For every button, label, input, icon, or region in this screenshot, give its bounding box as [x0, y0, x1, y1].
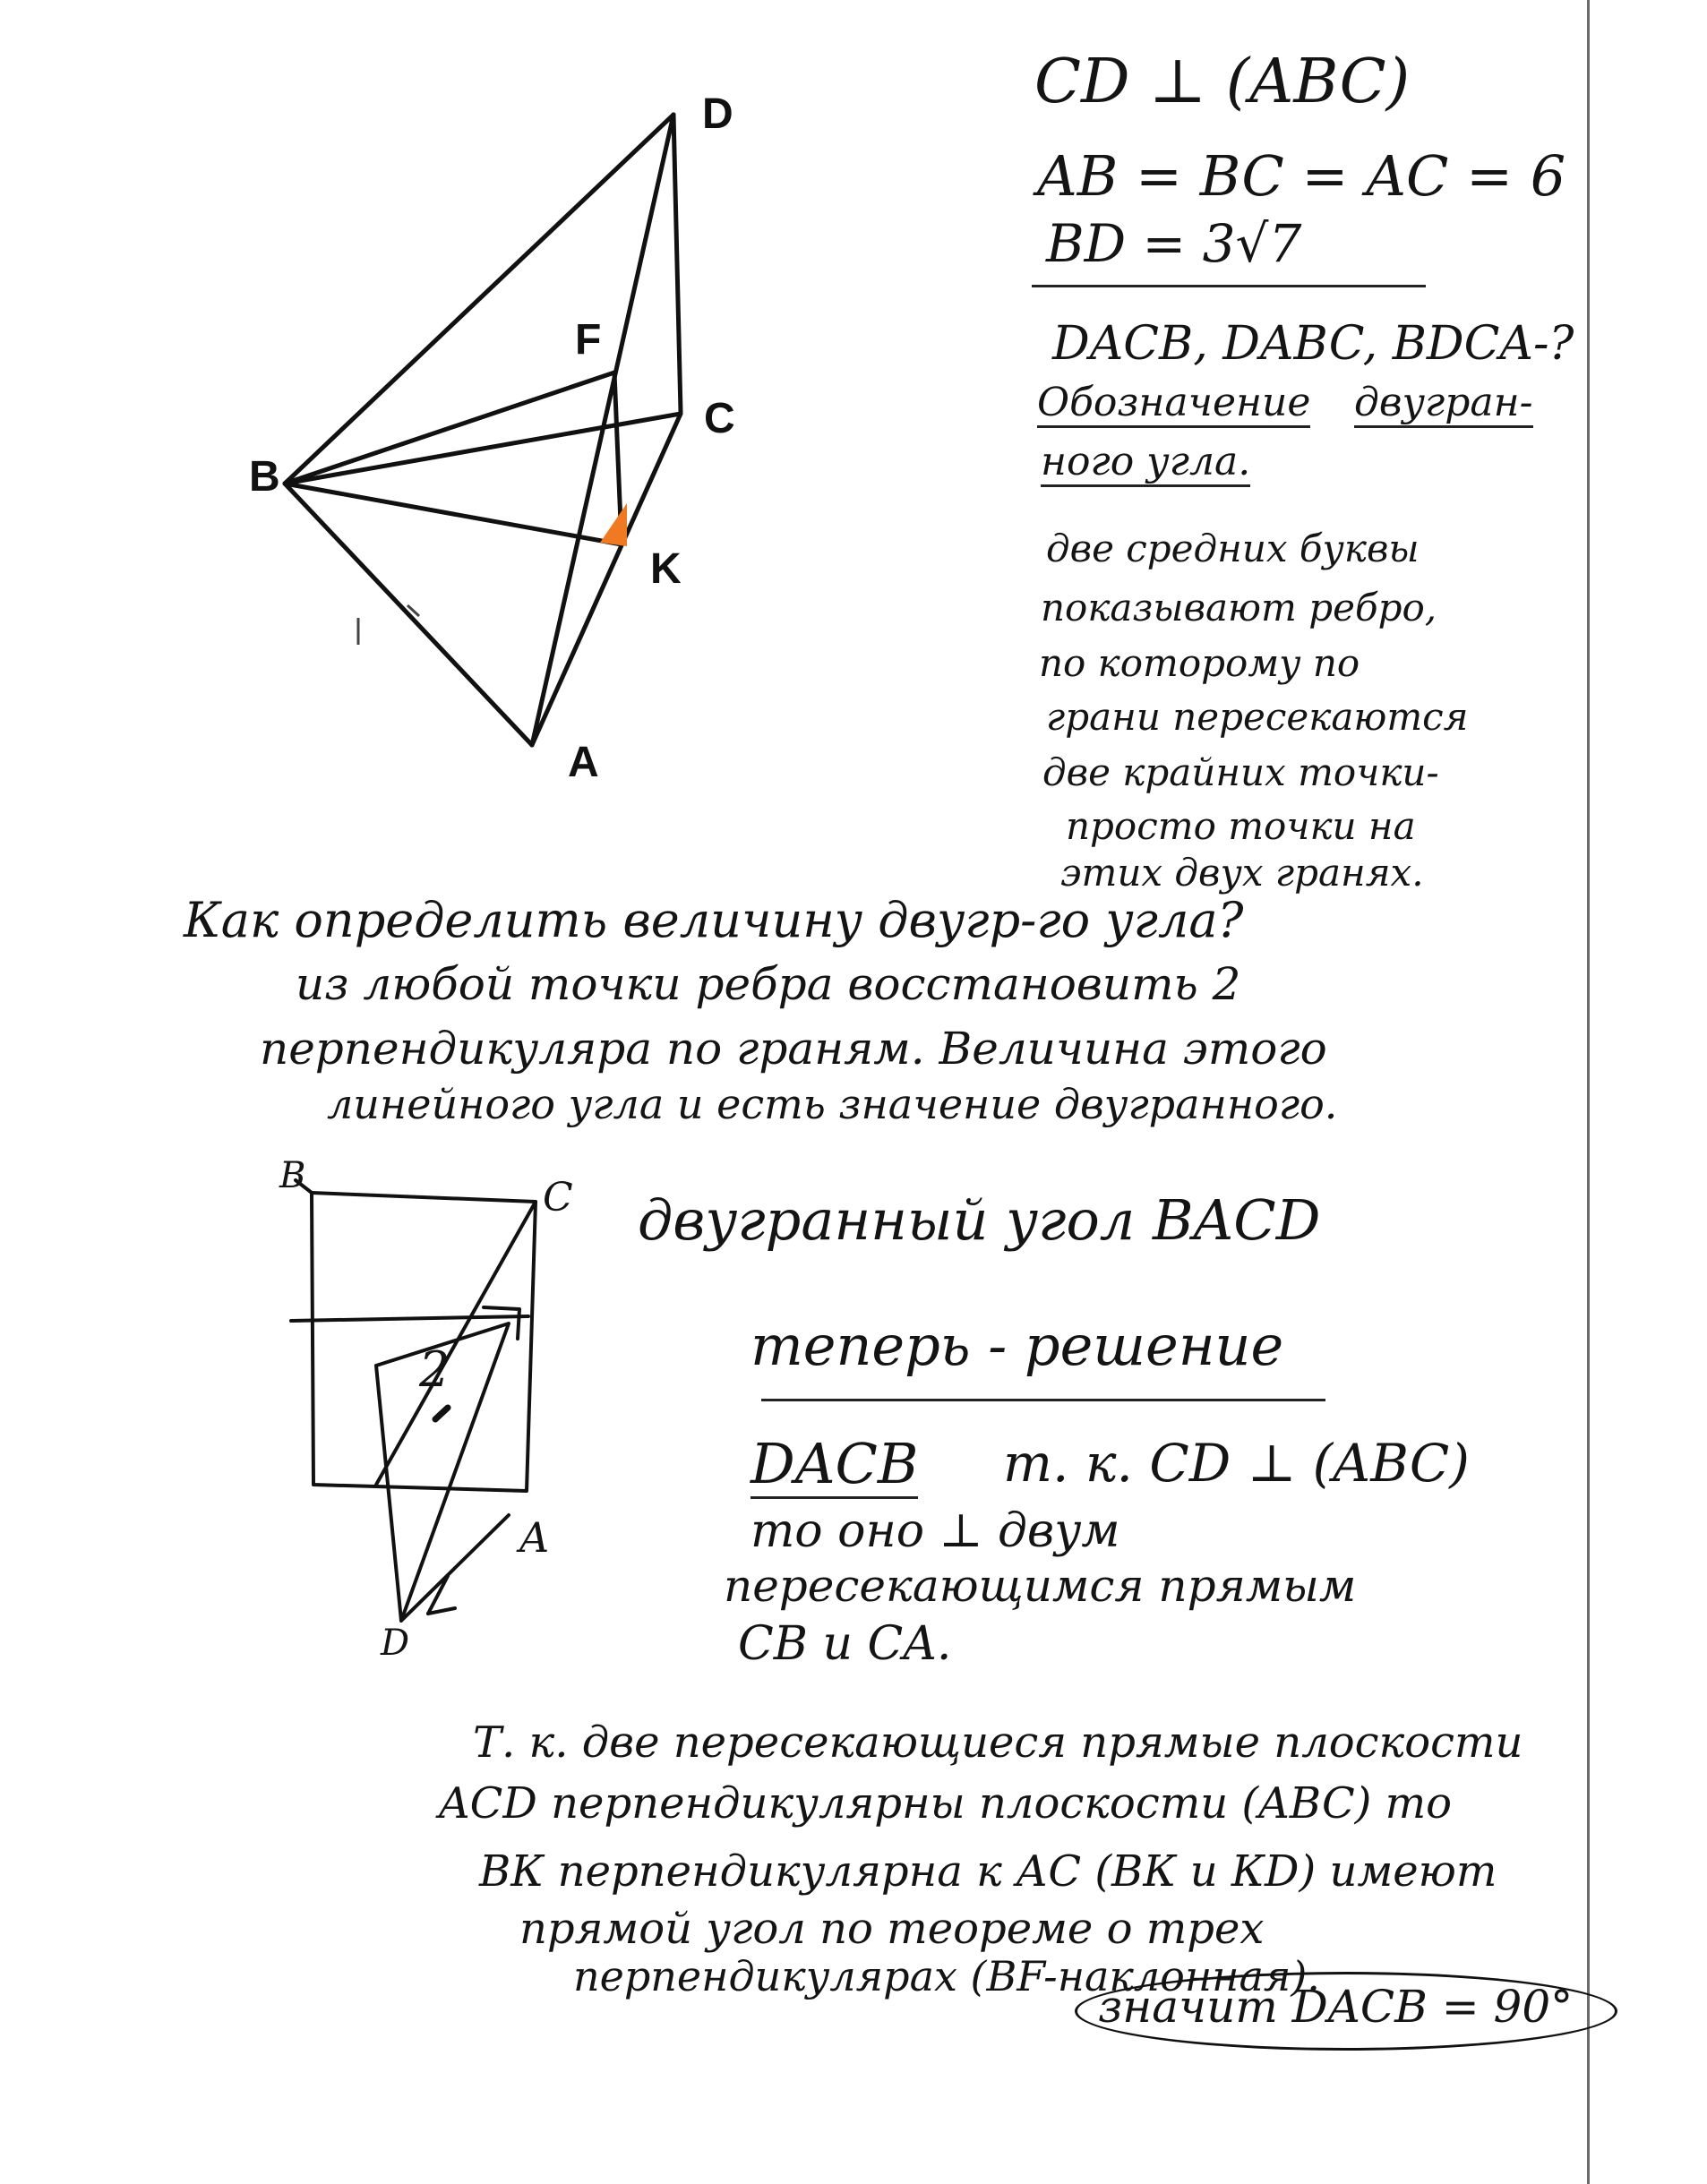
label-C: C	[704, 395, 735, 442]
edge-AD	[532, 115, 673, 745]
solution-divider	[761, 1399, 1325, 1401]
notation-line-5: две крайних точки-	[1042, 750, 1439, 794]
label-A: A	[568, 739, 599, 786]
label-B: B	[249, 453, 280, 501]
given-line-3: BD = 3√7	[1046, 213, 1302, 274]
howto-line-1: Как определить величину двугр-го угла?	[184, 892, 1244, 948]
howto-line-4: линейного угла и есть значение двугранного.	[327, 1080, 1338, 1128]
notation-line-3: по которому по	[1039, 641, 1360, 685]
label-D: D	[702, 90, 733, 138]
notation-line-6: просто точки на	[1066, 804, 1416, 848]
sketch-label-A: A	[519, 1513, 550, 1562]
answer-text: значит DACB = 90°	[1098, 1981, 1574, 2033]
solution-line-4: CB и CA.	[738, 1617, 952, 1671]
howto-line-2: из любой точки ребра восстановить 2	[296, 958, 1241, 1010]
now-solution: теперь - решение	[751, 1313, 1284, 1378]
solution-line-3: пересекающимся прямым	[724, 1560, 1357, 1612]
sketch-label-B: B	[279, 1155, 306, 1196]
given-divider	[1032, 285, 1426, 287]
notation-line-1: две средних буквы	[1046, 527, 1420, 570]
sketch-label-C: C	[543, 1175, 573, 1220]
conclusion-line-2: ACD перпендикулярны плоскости (ABC) то	[439, 1778, 1453, 1829]
given-line-2: AB = BC = AC = 6	[1037, 143, 1566, 209]
notation-title-2: двугран-	[1354, 380, 1533, 428]
solution-head: DACB	[751, 1431, 918, 1499]
howto-line-3: перпендикуляра по граням. Величина этого	[260, 1023, 1327, 1075]
conclusion-line-3: ВК перпендикулярна к АС (ВК и КD) имеют	[479, 1846, 1497, 1897]
edge-DC	[673, 115, 681, 412]
notation-line-2: показывают ребро,	[1041, 586, 1437, 630]
conclusion-line-1: Т. к. две пересекающиеся прямые плоскости	[473, 1717, 1523, 1768]
notation-line-4: грани пересекаются	[1046, 695, 1469, 739]
right-angle-marker	[600, 503, 627, 546]
plane-sketch	[291, 1180, 536, 1621]
solution-line-2: то оно ⊥ двум	[751, 1504, 1120, 1558]
given-line-1: CD ⊥ (ABC)	[1034, 47, 1411, 117]
dihedral-title: двугранный угол BACD	[638, 1187, 1321, 1253]
conclusion-line-4: прямой угол по теореме о трех	[519, 1904, 1265, 1954]
label-F: F	[575, 316, 602, 364]
sketch-label-D: D	[381, 1623, 410, 1664]
label-K: K	[650, 545, 682, 593]
edge-BF	[285, 373, 614, 484]
conclusion-line-5: перпендикулярах (BF-наклонная).	[573, 1952, 1320, 2000]
notation-title-3: ного угла.	[1041, 439, 1250, 487]
notation-line-7: этих двух гранях.	[1060, 851, 1424, 895]
sketch-angle-mark: 2	[419, 1341, 450, 1398]
notation-title-1: Обозначение	[1037, 380, 1310, 428]
question-text: DACB, DABC, BDCA-?	[1052, 317, 1574, 371]
solution-line-1: т. к. CD ⊥ (ABC)	[1003, 1433, 1470, 1494]
